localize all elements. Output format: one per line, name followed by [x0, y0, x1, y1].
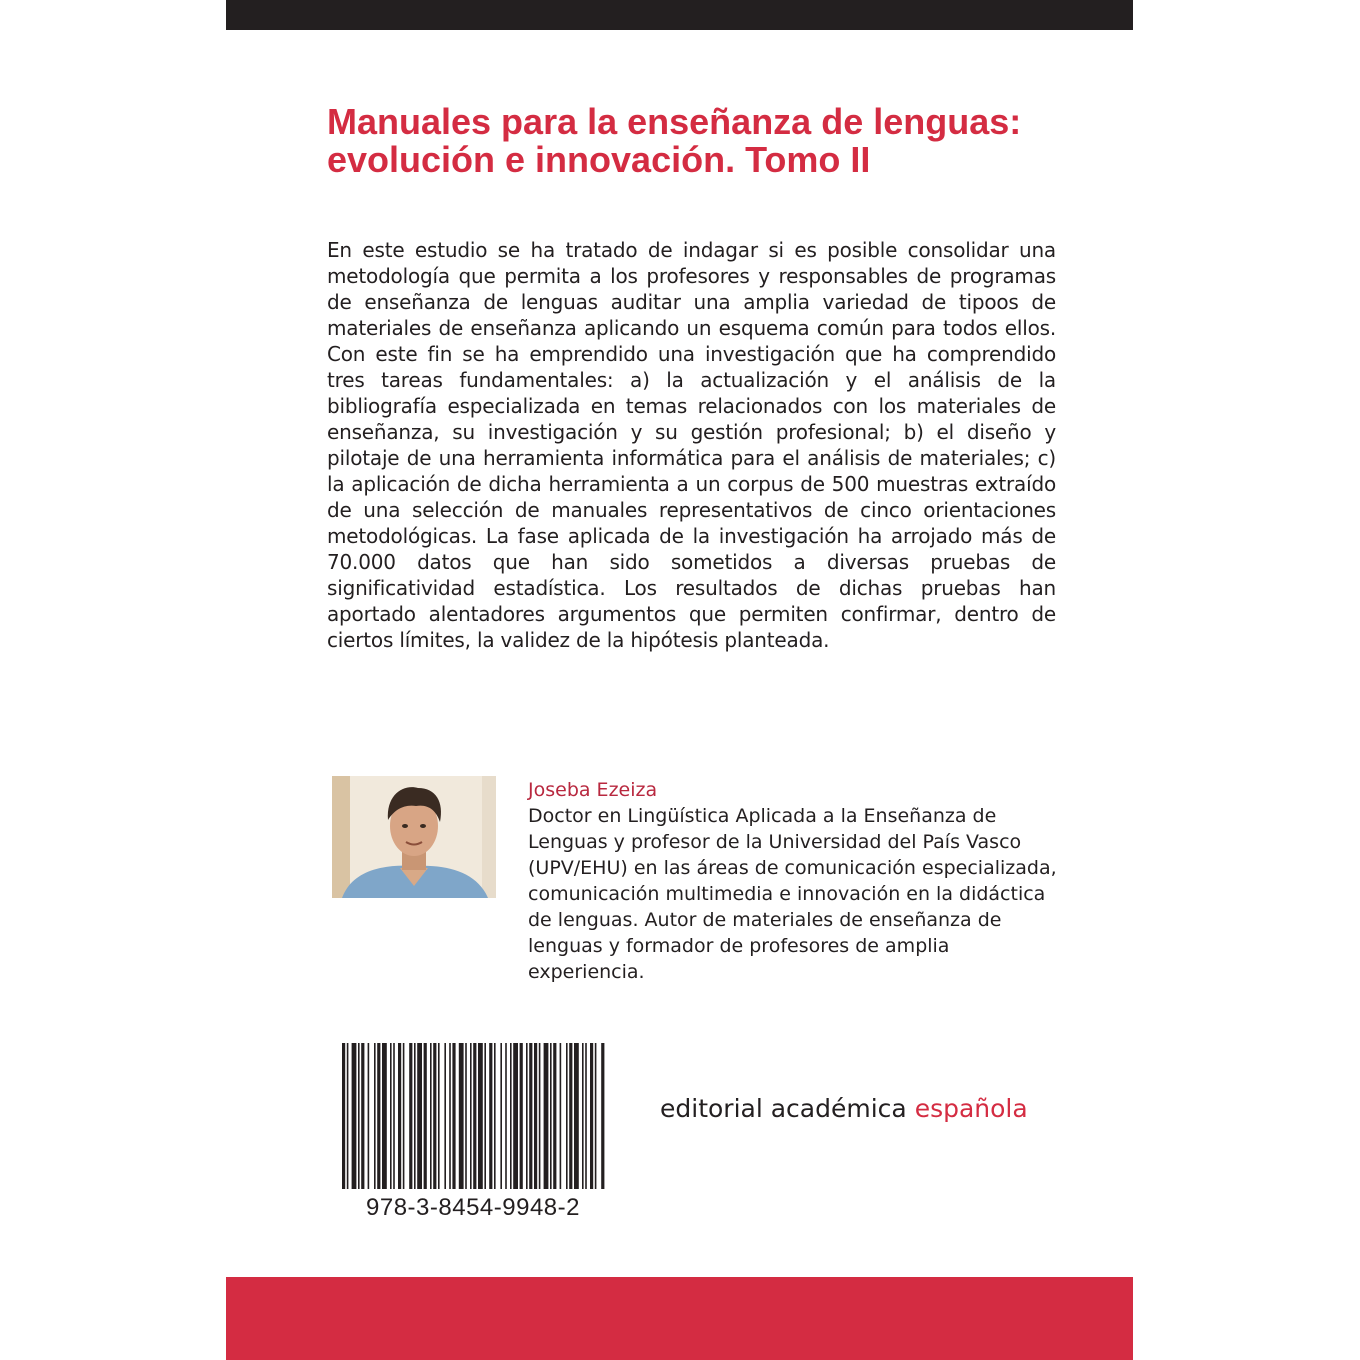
barcode-bar [377, 1043, 380, 1189]
barcode-bar [539, 1043, 541, 1189]
barcode-bar [444, 1043, 446, 1189]
book-description: En este estudio se ha tratado de indagar si es posible consolidar una metodología que permita a los profesores y responsables de programas de enseñanza de lenguas auditar una amplia variedad de tipoos de materiales de enseñanza aplicando un esquema común para todos ellos. Con este fin se ha emprendido una investigación que ha comprendido tres tareas fundamentales: a) la actualización y el análisis de la bibliografía especializada en temas relacionados con los materiales de enseñanza, su investigación y su gestión profesional; b) el diseño y pilotaje de una herramienta informática para el análisis de materiales; c) la aplicación de dicha herramienta a un corpus de 500 muestras extraído de una selección de manuales representativos de cinco orientaciones metodológicas. La fase aplicada de la investigación ha arrojado más de 70.000 datos que han sido sometidos a diversas pruebas de significatividad estadística. Los resultados de dichas pruebas han aportado alentadores argumentos que permiten confirmar, dentro de ciertos límites, la validez de la hipótesis planteada. [327, 238, 1056, 652]
barcode-bar [520, 1043, 523, 1189]
book-back-cover [226, 0, 1133, 1360]
barcode-bar [452, 1043, 455, 1189]
bottom-band [226, 1277, 1133, 1360]
barcode-bar [582, 1043, 584, 1189]
barcode-bar [393, 1043, 395, 1189]
barcode-bar [529, 1043, 532, 1189]
author-name: Joseba Ezeiza [528, 779, 658, 801]
barcode-bar [465, 1043, 467, 1189]
barcode-bar [601, 1043, 604, 1189]
barcode-bar [566, 1043, 568, 1189]
barcode-bar [424, 1043, 427, 1189]
book-title: Manuales para la enseñanza de lenguas: evolución e innovación. Tomo II [327, 101, 1022, 180]
barcode [340, 1043, 606, 1189]
barcode-bar [494, 1043, 496, 1189]
barcode-bar [347, 1043, 349, 1189]
author-portrait-image [332, 776, 496, 898]
barcode-bar [500, 1043, 502, 1189]
barcode-bar [417, 1043, 422, 1189]
barcode-bar [590, 1043, 593, 1189]
barcode-bar [550, 1043, 552, 1189]
barcode-bar [574, 1043, 579, 1189]
barcode-bar [553, 1043, 556, 1189]
barcode-bar [470, 1043, 472, 1189]
barcode-bar [473, 1043, 476, 1189]
barcode-bar [505, 1043, 507, 1189]
barcode-bar [352, 1043, 357, 1189]
barcode-bar [409, 1043, 412, 1189]
barcode-bar [374, 1043, 376, 1189]
barcode-bar [484, 1043, 486, 1189]
barcode-bar [526, 1043, 528, 1189]
barcode-bar [560, 1043, 562, 1189]
barcode-bar [368, 1043, 370, 1189]
top-band [226, 0, 1133, 30]
publisher-logo [660, 1094, 1060, 1123]
barcode-bar [513, 1043, 518, 1189]
publisher-name-part2: española [914, 1094, 1028, 1123]
barcode-bar [433, 1043, 436, 1189]
barcode-bar [398, 1043, 401, 1189]
barcode-bar [361, 1043, 364, 1189]
barcode-bar [342, 1043, 345, 1189]
barcode-bar [459, 1043, 464, 1189]
barcode-bar [438, 1043, 440, 1189]
barcode-bar [478, 1043, 483, 1189]
author-bio: Doctor en Lingüística Aplicada a la Enseñanza de Lenguas y profesor de la Universidad del País Vasco (UPV/EHU) en las áreas de comunicación especializada, comunicación multimedia e innovación en la didáctica de lenguas. Autor de materiales de enseñanza de lenguas y formador de profesores de amplia experiencia. [528, 805, 1057, 983]
barcode-bar [534, 1043, 537, 1189]
publisher-name-part1: editorial académica [660, 1094, 915, 1123]
barcode-bar [358, 1043, 360, 1189]
barcode-bar [390, 1043, 392, 1189]
barcode-bar [414, 1043, 416, 1189]
barcode-bar [489, 1043, 492, 1189]
barcode-bar [569, 1043, 572, 1189]
barcode-bar [510, 1043, 512, 1189]
barcode-bar [403, 1043, 405, 1189]
barcode-bar [595, 1043, 597, 1189]
isbn-number: 978-3-8454-9948-2 [366, 1194, 580, 1221]
author-photo [332, 776, 496, 898]
barcode-bar [430, 1043, 432, 1189]
barcode-bar [449, 1043, 451, 1189]
barcode-bar [382, 1043, 387, 1189]
barcode-bar [585, 1043, 587, 1189]
barcode-bar [544, 1043, 549, 1189]
